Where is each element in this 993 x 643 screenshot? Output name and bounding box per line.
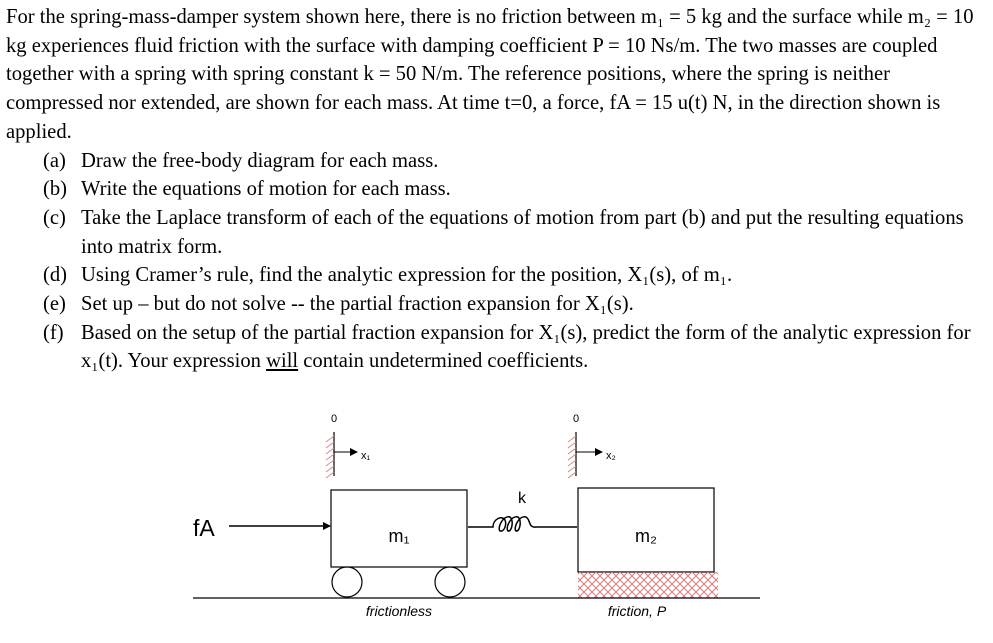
part-text: Using Cramer’s rule, find the analytic expression for the position, X₁(s), of m₁. [81,264,733,287]
part-label: (d) [43,264,68,287]
reference-zero-2: 0 [572,413,580,425]
part-label: (c) [43,206,66,229]
friction-surface-hatch [578,572,718,598]
part-text-underlined: will [266,350,299,373]
part-text-before: Based on the setup of the partial fraction expansion for X₁(s), predict the form of the analytic expression for x₁(t). Your expression [81,321,971,373]
part-label: (f) [43,321,64,344]
mass-2-label: m₂ [635,526,657,546]
spring-constant-label: k [518,490,526,507]
x2-label: x₂ [606,450,616,462]
problem-intro: For the spring-mass-damper system shown here, there is no friction between m₁ = 5 kg and the surface while m₂ = 10 kg experiences fluid friction with the surface with damping coefficient P = 10 Ns/m. The two masses are coupled together with a spring with spring constant k = 50 N/m. The reference positions, where the spring is neither compressed nor extended, are shown for each mass. At time t=0, a force, fA = 15 u(t) N, in the direction shown is applied. [6,6,974,143]
reference-line-1 [326,432,334,478]
mass-1-label: m₁ [388,526,410,546]
part-label: (e) [43,293,66,316]
reference-line-2 [568,432,576,478]
part-text: Draw the free-body diagram for each mass. [81,149,439,172]
reference-zero-1: 0 [330,413,338,425]
spring [468,517,577,531]
wheel-right [435,567,465,597]
x1-label: x₁ [361,450,371,462]
part-text-after: contain undetermined coefficients. [298,350,589,373]
surface-label-friction: friction, P [607,603,667,619]
wheel-left [332,567,362,597]
part-label: (b) [43,178,68,201]
surface-label-frictionless: frictionless [365,603,433,619]
part-text: Set up – but do not solve -- the partial fraction expansion for X₁(s). [81,293,634,316]
force-label: fA [193,515,215,541]
part-label: (a) [43,149,66,172]
part-text: Take the Laplace transform of each of the equations of motion from part (b) and put the resulting equations into matrix form. [81,206,964,258]
part-text: Write the equations of motion for each mass. [81,178,451,201]
